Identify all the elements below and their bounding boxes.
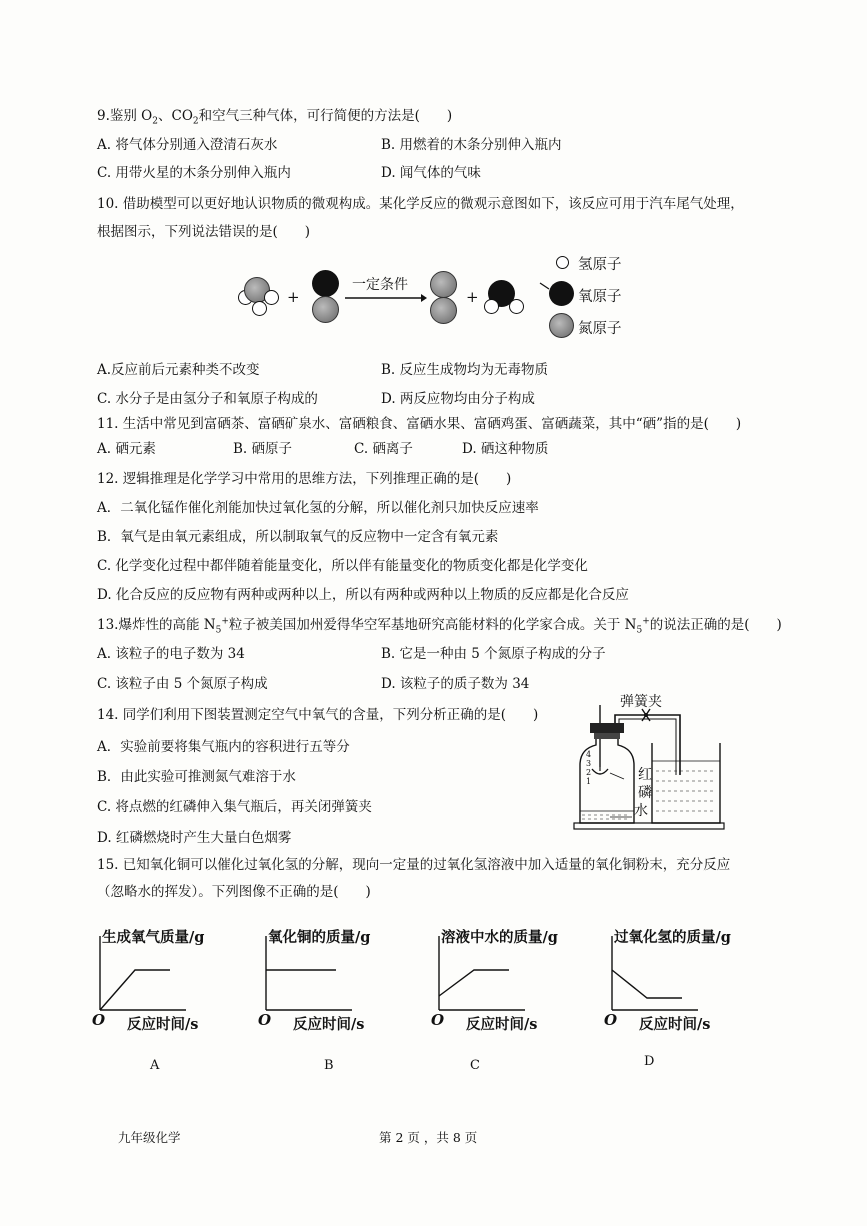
nitrogen-atom-icon xyxy=(430,271,457,298)
q9-option-a: A. 将气体分别通入澄清石灰水 xyxy=(97,137,278,153)
q12-option-c: C. 化学变化过程中都伴随着能量变化，所以伴有能量变化的物质变化都是化学变化 xyxy=(97,558,588,574)
q12-option-d: D. 化合反应的反应物有两种或两种以上，所以有两种或两种以上物质的反应都是化合反应 xyxy=(97,587,629,603)
legend-oxygen-label: 氧原子 xyxy=(578,289,622,305)
legend-hydrogen-label: 氢原子 xyxy=(578,257,622,273)
graph-xlabel: 反应时间/s xyxy=(466,1016,538,1033)
hydrogen-atom-icon xyxy=(252,301,267,316)
q12-stem: 12. 逻辑推理是化学学习中常用的思维方法，下列推理正确的是( ) xyxy=(97,471,512,487)
graph-ylabel: 溶液中水的质量/g xyxy=(441,929,558,946)
q14-option-b: B．由此实验可推测氮气难溶于水 xyxy=(97,769,296,785)
nitrogen-atom-icon xyxy=(430,297,457,324)
footer-page-number: 第 2 页 ，共 8 页 xyxy=(379,1130,478,1145)
graph-option-letter: B xyxy=(324,1058,334,1073)
data-line xyxy=(439,970,509,996)
q13-option-d: D. 该粒子的质子数为 34 xyxy=(381,676,530,692)
legend-nitrogen-label: 氮原子 xyxy=(578,321,622,337)
graph-axes xyxy=(98,934,194,1016)
q11-stem: 11. 生活中常见到富硒茶、富硒矿泉水、富硒粮食、富硒水果、富硒鸡蛋、富硒蔬菜，其中“硒”指的是( ) xyxy=(97,416,742,432)
graph-ylabel: 氧化铜的质量/g xyxy=(268,929,371,946)
q10-stem-line1: 10. 借助模型可以更好地认识物质的微观构成。某化学反应的微观示意图如下，该反应可用于汽车尾气处理， xyxy=(97,196,744,212)
q15-stem-line2: （忽略水的挥发）。下列图像不正确的是( ) xyxy=(97,884,371,900)
footer-subject: 九年级化学 xyxy=(118,1130,181,1145)
oxygen-atom-icon xyxy=(312,270,339,297)
graph-option-letter: A xyxy=(150,1058,160,1073)
q13-option-b: B. 它是一种由 5 个氮原子构成的分子 xyxy=(381,646,606,662)
q12-option-a: A．二氧化锰作催化剂能加快过氧化氢的分解，所以催化剂只加快反应速率 xyxy=(97,500,539,516)
graph-ylabel: 生成氧气质量/g xyxy=(102,929,205,946)
q10-option-b: B. 反应生成物均为无毒物质 xyxy=(381,362,549,378)
hydrogen-atom-icon xyxy=(264,290,279,305)
graph-origin-label: O xyxy=(604,1011,618,1029)
hydrogen-atom-icon xyxy=(509,299,524,314)
q11-option-d: D. 硒这种物质 xyxy=(462,441,549,457)
q14-stem: 14. 同学们利用下图装置测定空气中氧气的含量，下列分析正确的是( ) xyxy=(97,707,539,723)
data-line xyxy=(612,970,682,998)
q13-option-c: C. 该粒子由 5 个氮原子构成 xyxy=(97,676,268,692)
plus-sign: + xyxy=(466,288,479,306)
q14-option-a: A．实验前要将集气瓶内的容积进行五等分 xyxy=(97,739,350,755)
graph-option-letter: D xyxy=(644,1054,655,1069)
q10-stem-line2: 根据图示，下列说法错误的是( ) xyxy=(97,224,311,240)
q10-option-c: C. 水分子是由氢分子和氧原子构成的 xyxy=(97,391,318,407)
q9-stem: 9.鉴别 $O_2$、$CO_2$和空气三种气体，可行简便的方法是( ) xyxy=(97,108,453,127)
data-line xyxy=(100,970,170,1010)
red-phosphorus-label-1: 红 xyxy=(638,767,652,783)
graph-axes xyxy=(610,934,706,1016)
spring-clamp-label: 弹簧夹 xyxy=(620,694,662,710)
graph-option-letter: C xyxy=(470,1058,480,1073)
plus-sign: + xyxy=(287,288,300,306)
q9-option-b: B. 用燃着的木条分别伸入瓶内 xyxy=(381,137,562,153)
hydrogen-legend-icon xyxy=(556,256,569,269)
graph-xlabel: 反应时间/s xyxy=(639,1016,711,1033)
q13-option-a: A. 该粒子的电子数为 34 xyxy=(97,646,245,662)
bottle-scale-marks: 4 3 2 1 xyxy=(586,750,592,786)
q13-stem: 13.爆炸性的高能 $N_5^+$粒子被美国加州爱得华空军基地研究高能材料的化学家合成。关于 $N_5^+$的说法正确的是( ) xyxy=(97,616,782,636)
q10-option-a: A.反应前后元素种类不改变 xyxy=(97,362,260,378)
q11-option-b: B. 硒原子 xyxy=(233,441,293,457)
q14-option-c: C. 将点燃的红磷伸入集气瓶后，再关闭弹簧夹 xyxy=(97,799,372,815)
q11-option-a: A. 硒元素 xyxy=(97,441,156,457)
oxygen-legend-icon xyxy=(549,281,574,306)
graph-origin-label: O xyxy=(431,1011,445,1029)
q11-option-c: C. 硒离子 xyxy=(354,441,413,457)
water-label: 水 xyxy=(634,803,648,819)
q9-option-c: C. 用带火星的木条分别伸入瓶内 xyxy=(97,165,291,181)
hydrogen-atom-icon xyxy=(484,299,499,314)
red-phosphorus-label-2: 磷 xyxy=(638,785,652,801)
q12-option-b: B．氧气是由氧元素组成，所以制取氧气的反应物中一定含有氧元素 xyxy=(97,529,499,545)
reaction-arrow-icon xyxy=(345,294,427,304)
graph-axes xyxy=(264,934,360,1016)
q15-stem-line1: 15. 已知氧化铜可以催化过氧化氢的分解，现向一定量的过氧化氢溶液中加入适量的氧化铜粉末，充分反应 xyxy=(97,857,731,873)
graph-axes xyxy=(437,934,533,1016)
reaction-condition: 一定条件 xyxy=(352,277,408,293)
q14-option-d: D. 红磷燃烧时产生大量白色烟雾 xyxy=(97,830,292,846)
graph-origin-label: O xyxy=(258,1011,272,1029)
graph-origin-label: O xyxy=(92,1011,106,1029)
nitrogen-legend-icon xyxy=(549,313,574,338)
q9-option-d: D. 闻气体的气味 xyxy=(381,165,481,181)
q10-option-d: D. 两反应物均由分子构成 xyxy=(381,391,535,407)
graph-xlabel: 反应时间/s xyxy=(293,1016,365,1033)
nitrogen-atom-icon xyxy=(312,296,339,323)
graph-ylabel: 过氧化氢的质量/g xyxy=(614,929,731,946)
graph-xlabel: 反应时间/s xyxy=(127,1016,199,1033)
